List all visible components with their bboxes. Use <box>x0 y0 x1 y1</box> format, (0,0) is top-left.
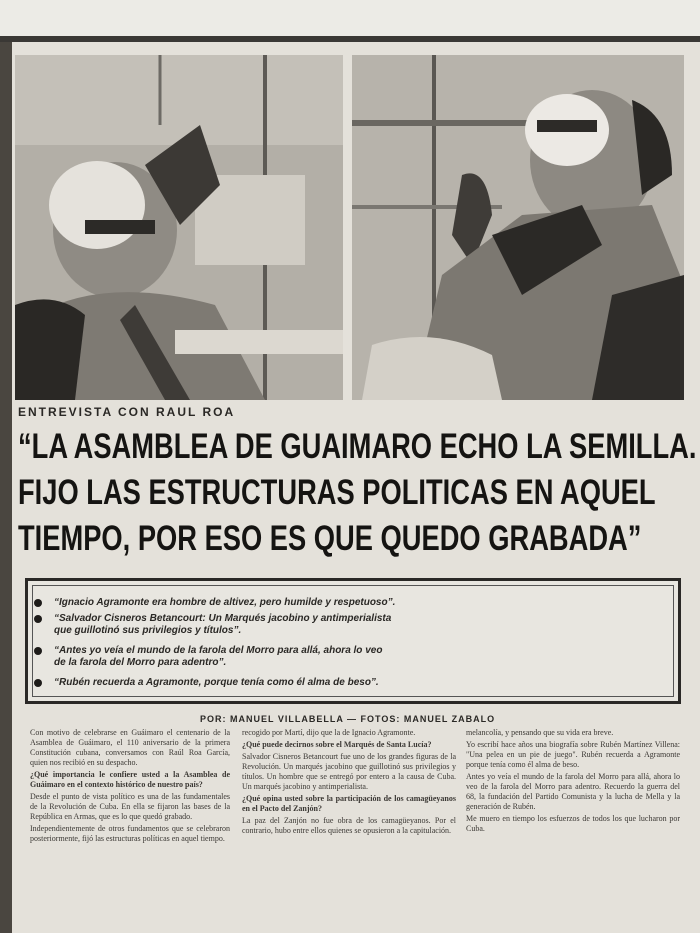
highlight-text: de la farola del Morro para adentro”. <box>54 657 227 668</box>
article-column-3 <box>466 728 680 933</box>
byline: POR: MANUEL VILLABELLA — FOTOS: MANUEL ZABALO <box>200 714 496 724</box>
top-rule <box>0 36 700 42</box>
highlight-text: “Antes yo veía el mundo de la farola del Morro para allá, ahora lo veo <box>54 645 383 656</box>
headline <box>18 424 697 562</box>
paragraph: melancolía, y pensando que su vida era breve. <box>466 728 614 737</box>
bullet-icon <box>34 615 42 623</box>
question: ¿Qué puede decirnos sobre el Marqués de Santa Lucía? <box>242 740 432 749</box>
highlights-box <box>25 578 681 704</box>
paragraph: Yo escribí hace años una biografía sobre Rubén Martínez Villena: "Una pelea en un pie de juego". Rubén recuerda a Agramonte porque tenía como él alma de beso. <box>466 740 680 769</box>
bullet-icon <box>34 679 42 687</box>
paragraph: recogido por Martí, dijo que la de Ignacio Agramonte. <box>242 728 416 737</box>
paragraph: La paz del Zanjón no fue obra de los camagüeyanos. Por el contrario, hubo entre ellos quienes se opusieron a la capitulación. <box>242 816 456 835</box>
highlight-item <box>54 597 395 609</box>
highlight-text: “Ignacio Agramonte era hombre de altivez, pero humilde y respetuoso”. <box>54 597 396 608</box>
article-column-1 <box>30 728 230 933</box>
photo-raul-roa-left <box>15 55 343 400</box>
highlight-item <box>54 613 391 625</box>
headline-line-3: TIEMPO, POR ESO ES QUE QUEDO GRABADA” <box>18 519 642 558</box>
bullet-icon <box>34 599 42 607</box>
highlight-text: que guillotinó sus privilegios y títulos”. <box>54 625 242 636</box>
paragraph: Antes yo veía el mundo de la farola del Morro para allá, ahora lo veo de la farola del Morro para adentro. Recuerdo la guerra del 68, la fundación del Partido Comunista y la lucha de Mella y la generación de Rubén. <box>466 772 680 811</box>
paragraph: Independientemente de otros fundamentos que se celebraron posteriormente, fijó las estructuras políticas en aquel tiempo. <box>30 824 230 843</box>
highlight-item-continued <box>54 657 226 669</box>
paragraph: Desde el punto de vista político es una de las fundamentales de la Revolución de Cuba. En ella se fijaron las bases de la República en Armas, que es lo que quedó grabado. <box>30 792 230 821</box>
photo-raul-roa-right <box>352 55 684 400</box>
question: ¿Qué opina usted sobre la participación de los camagüeyanos en el Pacto del Zanjón? <box>242 794 456 813</box>
paragraph: Salvador Cisneros Betancourt fue uno de los grandes figuras de la Revolución. Un marqués jacobino que guillotinó sus privilegios y títulos. Un hombre que se entregó por entero a la causa de Cuba. Un marqués jacobino y antimperialista. <box>242 752 456 791</box>
headline-line-1: “LA ASAMBLEA DE GUAIMARO ECHO LA SEMILLA. <box>18 427 697 466</box>
highlight-item-continued <box>54 625 241 637</box>
top-margin <box>0 0 700 36</box>
left-edge-shadow <box>0 42 12 933</box>
kicker: ENTREVISTA CON RAUL ROA <box>18 405 236 419</box>
bullet-icon <box>34 647 42 655</box>
paragraph: Me muero en tiempo los esfuerzos de todos los que lucharon por Cuba. <box>466 814 680 833</box>
highlight-text: “Salvador Cisneros Betancourt: Un Marqués jacobino y antimperialista <box>54 613 392 624</box>
paragraph: Con motivo de celebrarse en Guáimaro el centenario de la Asamblea de Guáimaro, el 110 aniversario de la primera Constitución cubana, conversamos con Raúl Roa García, quien nos recibió en su despacho. <box>30 728 230 767</box>
highlight-item <box>54 645 382 657</box>
question: ¿Qué importancia le confiere usted a la Asamblea de Guáimaro en el contexto histórico de nuestro país? <box>30 770 230 789</box>
article-column-2 <box>242 728 456 933</box>
headline-line-2: FIJO LAS ESTRUCTURAS POLITICAS EN AQUEL <box>18 473 656 512</box>
highlight-item <box>54 677 379 689</box>
highlight-text: “Rubén recuerda a Agramonte, porque tenía como él alma de beso”. <box>54 677 379 688</box>
